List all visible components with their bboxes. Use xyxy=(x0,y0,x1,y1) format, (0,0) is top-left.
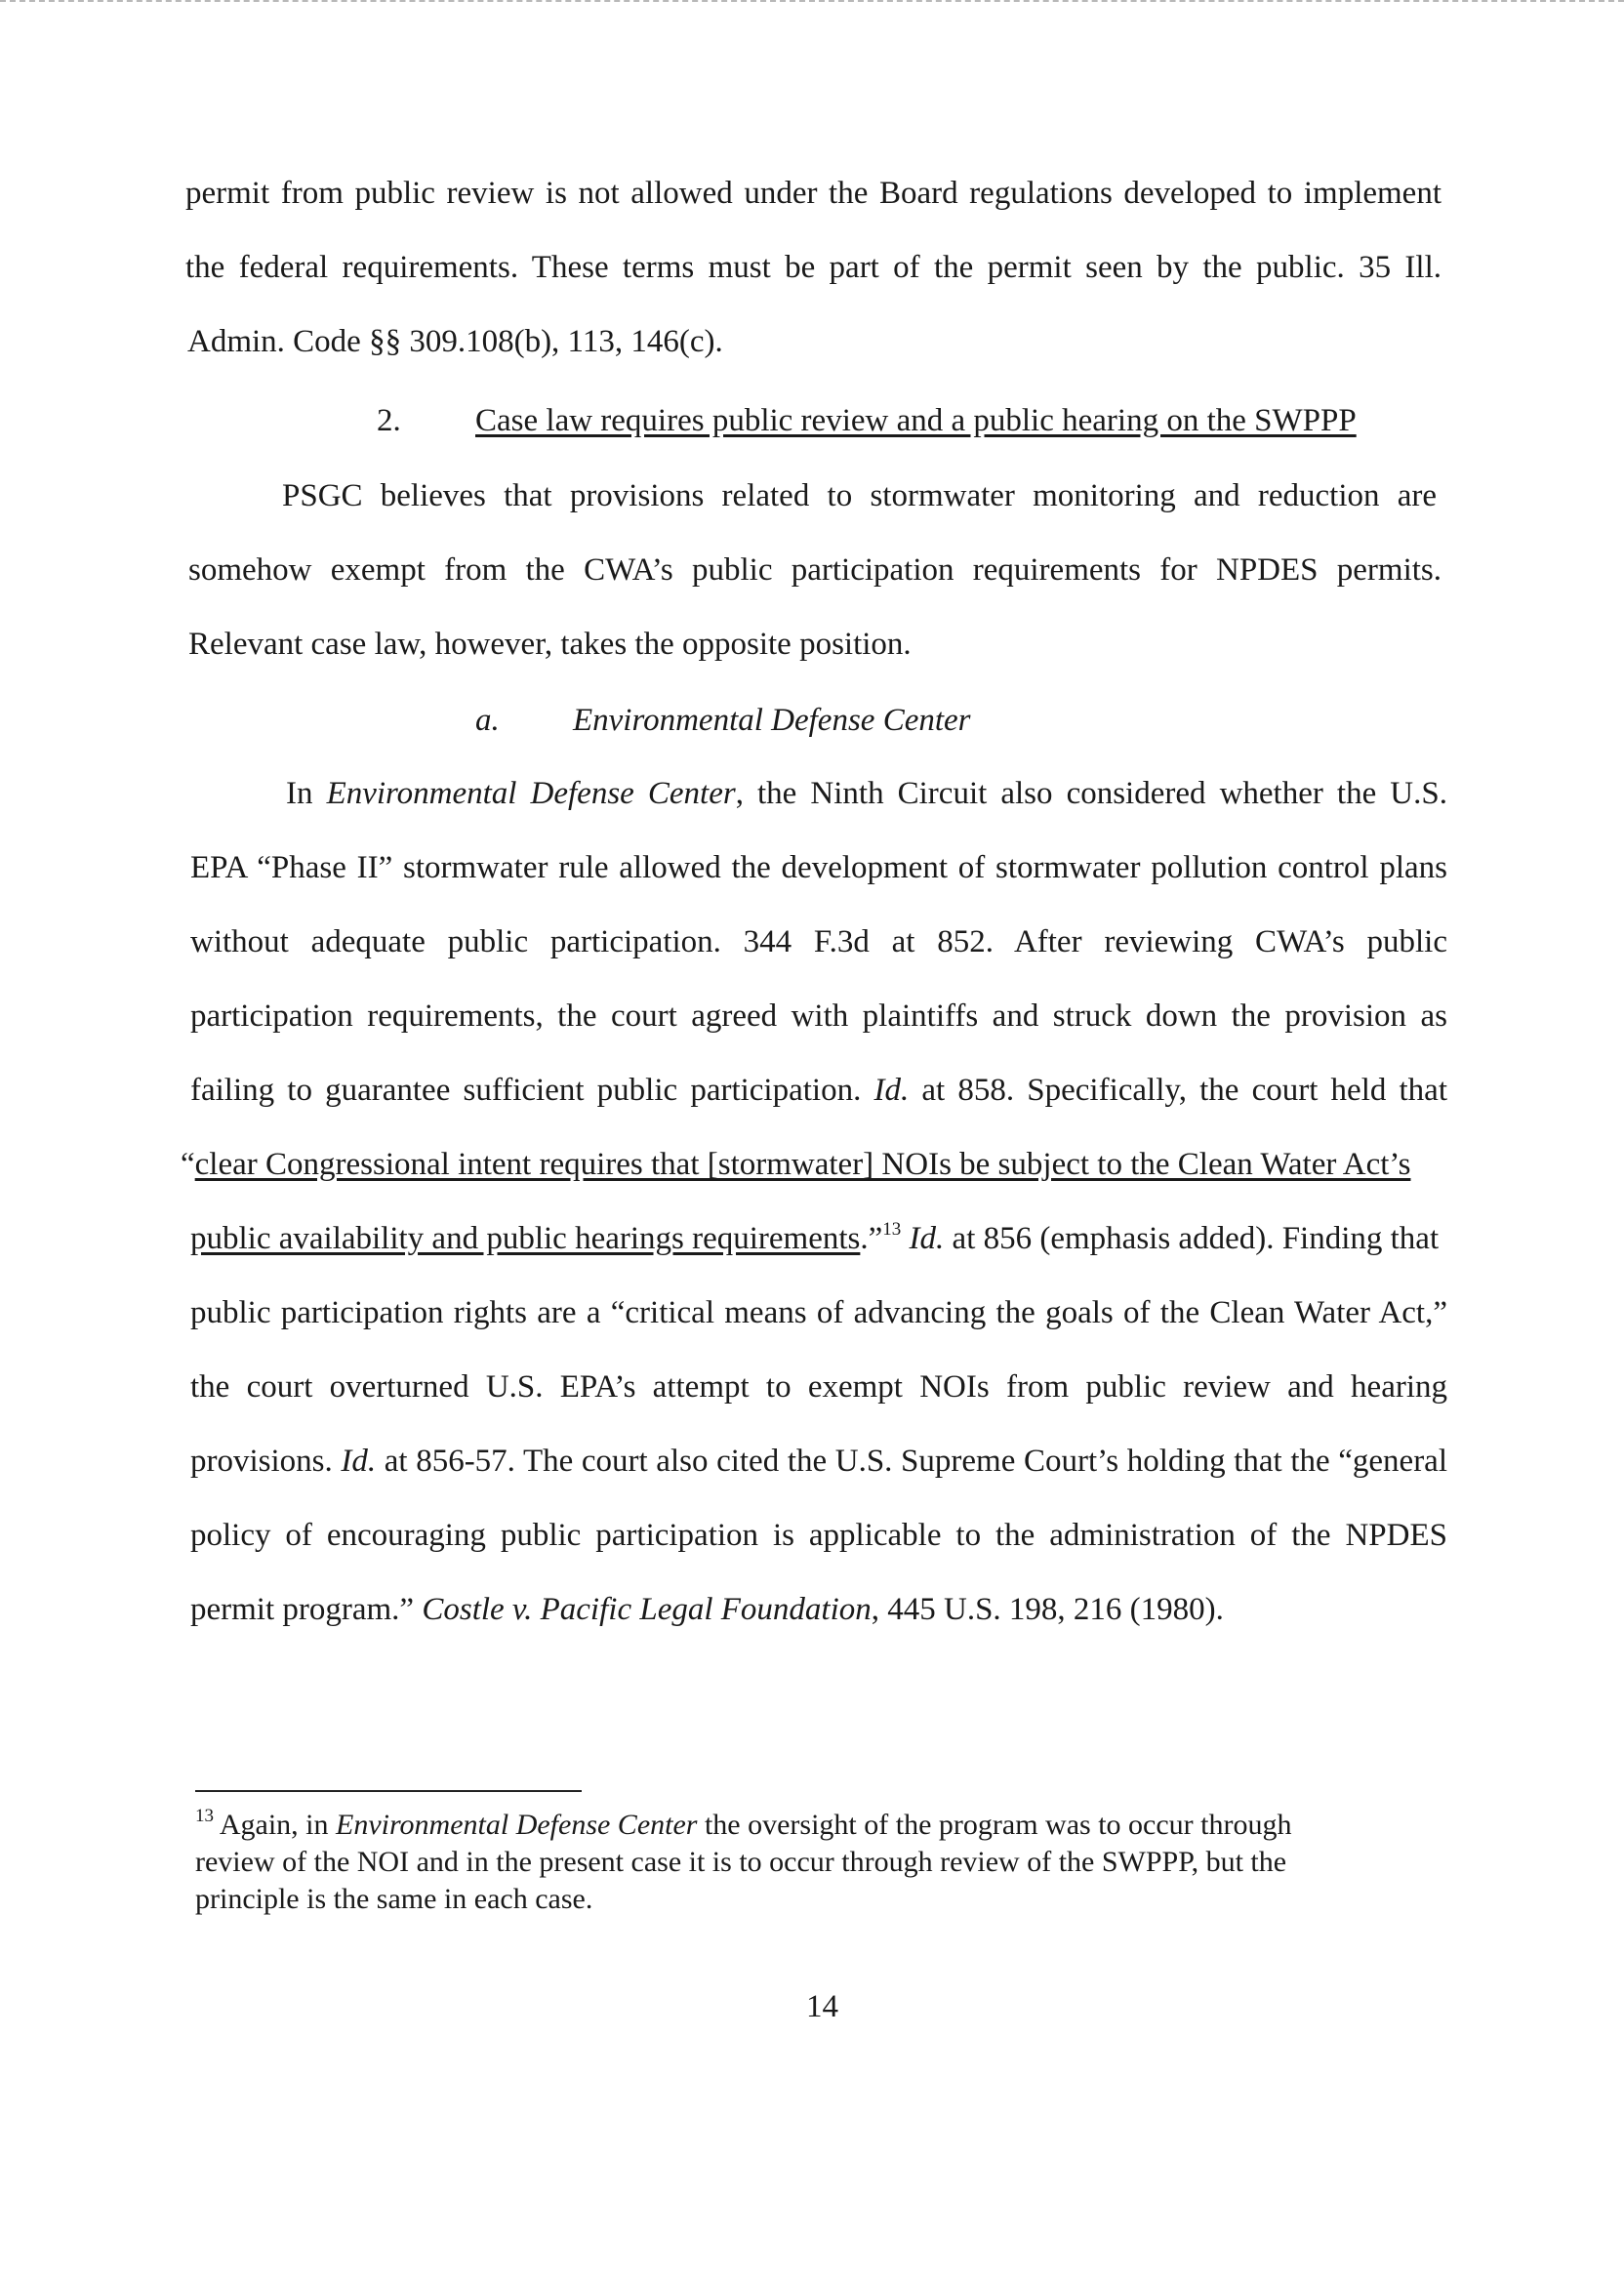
footnote-line: review of the NOI and in the present case it is to occur through review of the SWPPP, but the xyxy=(195,1846,1287,1878)
body-line xyxy=(181,1145,1449,1184)
body-line: the court overturned U.S. EPA’s attempt to exempt NOIs from public review and hearing xyxy=(190,1369,1447,1405)
footnote-number: 13 xyxy=(195,1806,214,1826)
body-line xyxy=(190,1071,1447,1110)
case-name: Costle v. Pacific Legal Foundation xyxy=(422,1592,872,1627)
case-name: Environmental Defense Center xyxy=(326,776,736,811)
case-name: Environmental Defense Center xyxy=(336,1809,698,1841)
body-line: participation requirements, the court agreed with plaintiffs and struck down the provision as xyxy=(190,998,1447,1034)
id-citation: Id. xyxy=(909,1221,945,1256)
body-line xyxy=(286,774,1447,813)
body-line: PSGC believes that provisions related to stormwater monitoring and reduction are xyxy=(282,478,1437,513)
page-number: 14 xyxy=(806,1989,838,2024)
section-heading-title: Case law requires public review and a public hearing on the SWPPP xyxy=(475,403,1357,438)
text-run: In xyxy=(286,776,327,811)
body-line: public participation rights are a “critical means of advancing the goals of the Clean Water Act,” xyxy=(190,1295,1447,1330)
text-run: failing to guarantee sufficient public participation. xyxy=(190,1073,874,1108)
body-line: EPA “Phase II” stormwater rule allowed the development of stormwater pollution control plans xyxy=(190,850,1447,885)
scan-top-border xyxy=(0,0,1624,2)
section-heading-number: 2. xyxy=(377,403,401,438)
text-run: at 858. Specifically, the court held that xyxy=(909,1073,1447,1108)
subsection-heading-letter: a. xyxy=(475,703,500,738)
text-run: permit program.” xyxy=(190,1592,423,1627)
id-citation: Id. xyxy=(873,1073,910,1108)
id-citation: Id. xyxy=(341,1444,377,1479)
footnote-separator xyxy=(195,1790,582,1792)
body-line: the federal requirements. These terms must be part of the permit seen by the public. 35 Ill. xyxy=(185,250,1441,285)
text-run: the oversight of the program was to occur through xyxy=(697,1809,1292,1841)
text-run: , the Ninth Circuit also considered whether the U.S. xyxy=(735,776,1447,811)
footnote-line xyxy=(195,1808,1291,1843)
text-run: at 856 (emphasis added). Finding that xyxy=(944,1221,1440,1256)
text-run: at 856-57. The court also cited the U.S. Supreme Court’s holding that the “general xyxy=(376,1444,1447,1479)
subsection-heading-title: Environmental Defense Center xyxy=(573,703,971,738)
body-line: without adequate public participation. 344 F.3d at 852. After reviewing CWA’s public xyxy=(190,924,1447,959)
body-line: policy of encouraging public participation is applicable to the administration of the NPDES xyxy=(190,1518,1447,1553)
footnote-line: principle is the same in each case. xyxy=(195,1883,593,1915)
footnote-reference: 13 xyxy=(882,1219,902,1240)
text-run: provisions. xyxy=(190,1444,342,1479)
body-line: somehow exempt from the CWA’s public participation requirements for NPDES permits. xyxy=(188,552,1441,588)
body-line xyxy=(190,1219,1439,1258)
body-line: permit from public review is not allowed under the Board regulations developed to implement xyxy=(185,176,1441,211)
text-run: .” xyxy=(860,1221,883,1256)
text-run: , 445 U.S. 198, 216 (1980). xyxy=(871,1592,1224,1627)
text-run: Again, in xyxy=(214,1809,336,1841)
body-line: Admin. Code §§ 309.108(b), 113, 146(c). xyxy=(187,324,723,359)
text-run: “ xyxy=(181,1147,195,1182)
body-line xyxy=(190,1442,1447,1481)
body-line xyxy=(190,1590,1224,1629)
emphasized-quote: clear Congressional intent requires that [stormwater] NOIs be subject to the Clean Water Act’s xyxy=(194,1147,1411,1182)
emphasized-quote: public availability and public hearings requirements xyxy=(190,1221,861,1256)
body-line: Relevant case law, however, takes the opposite position. xyxy=(188,627,912,662)
